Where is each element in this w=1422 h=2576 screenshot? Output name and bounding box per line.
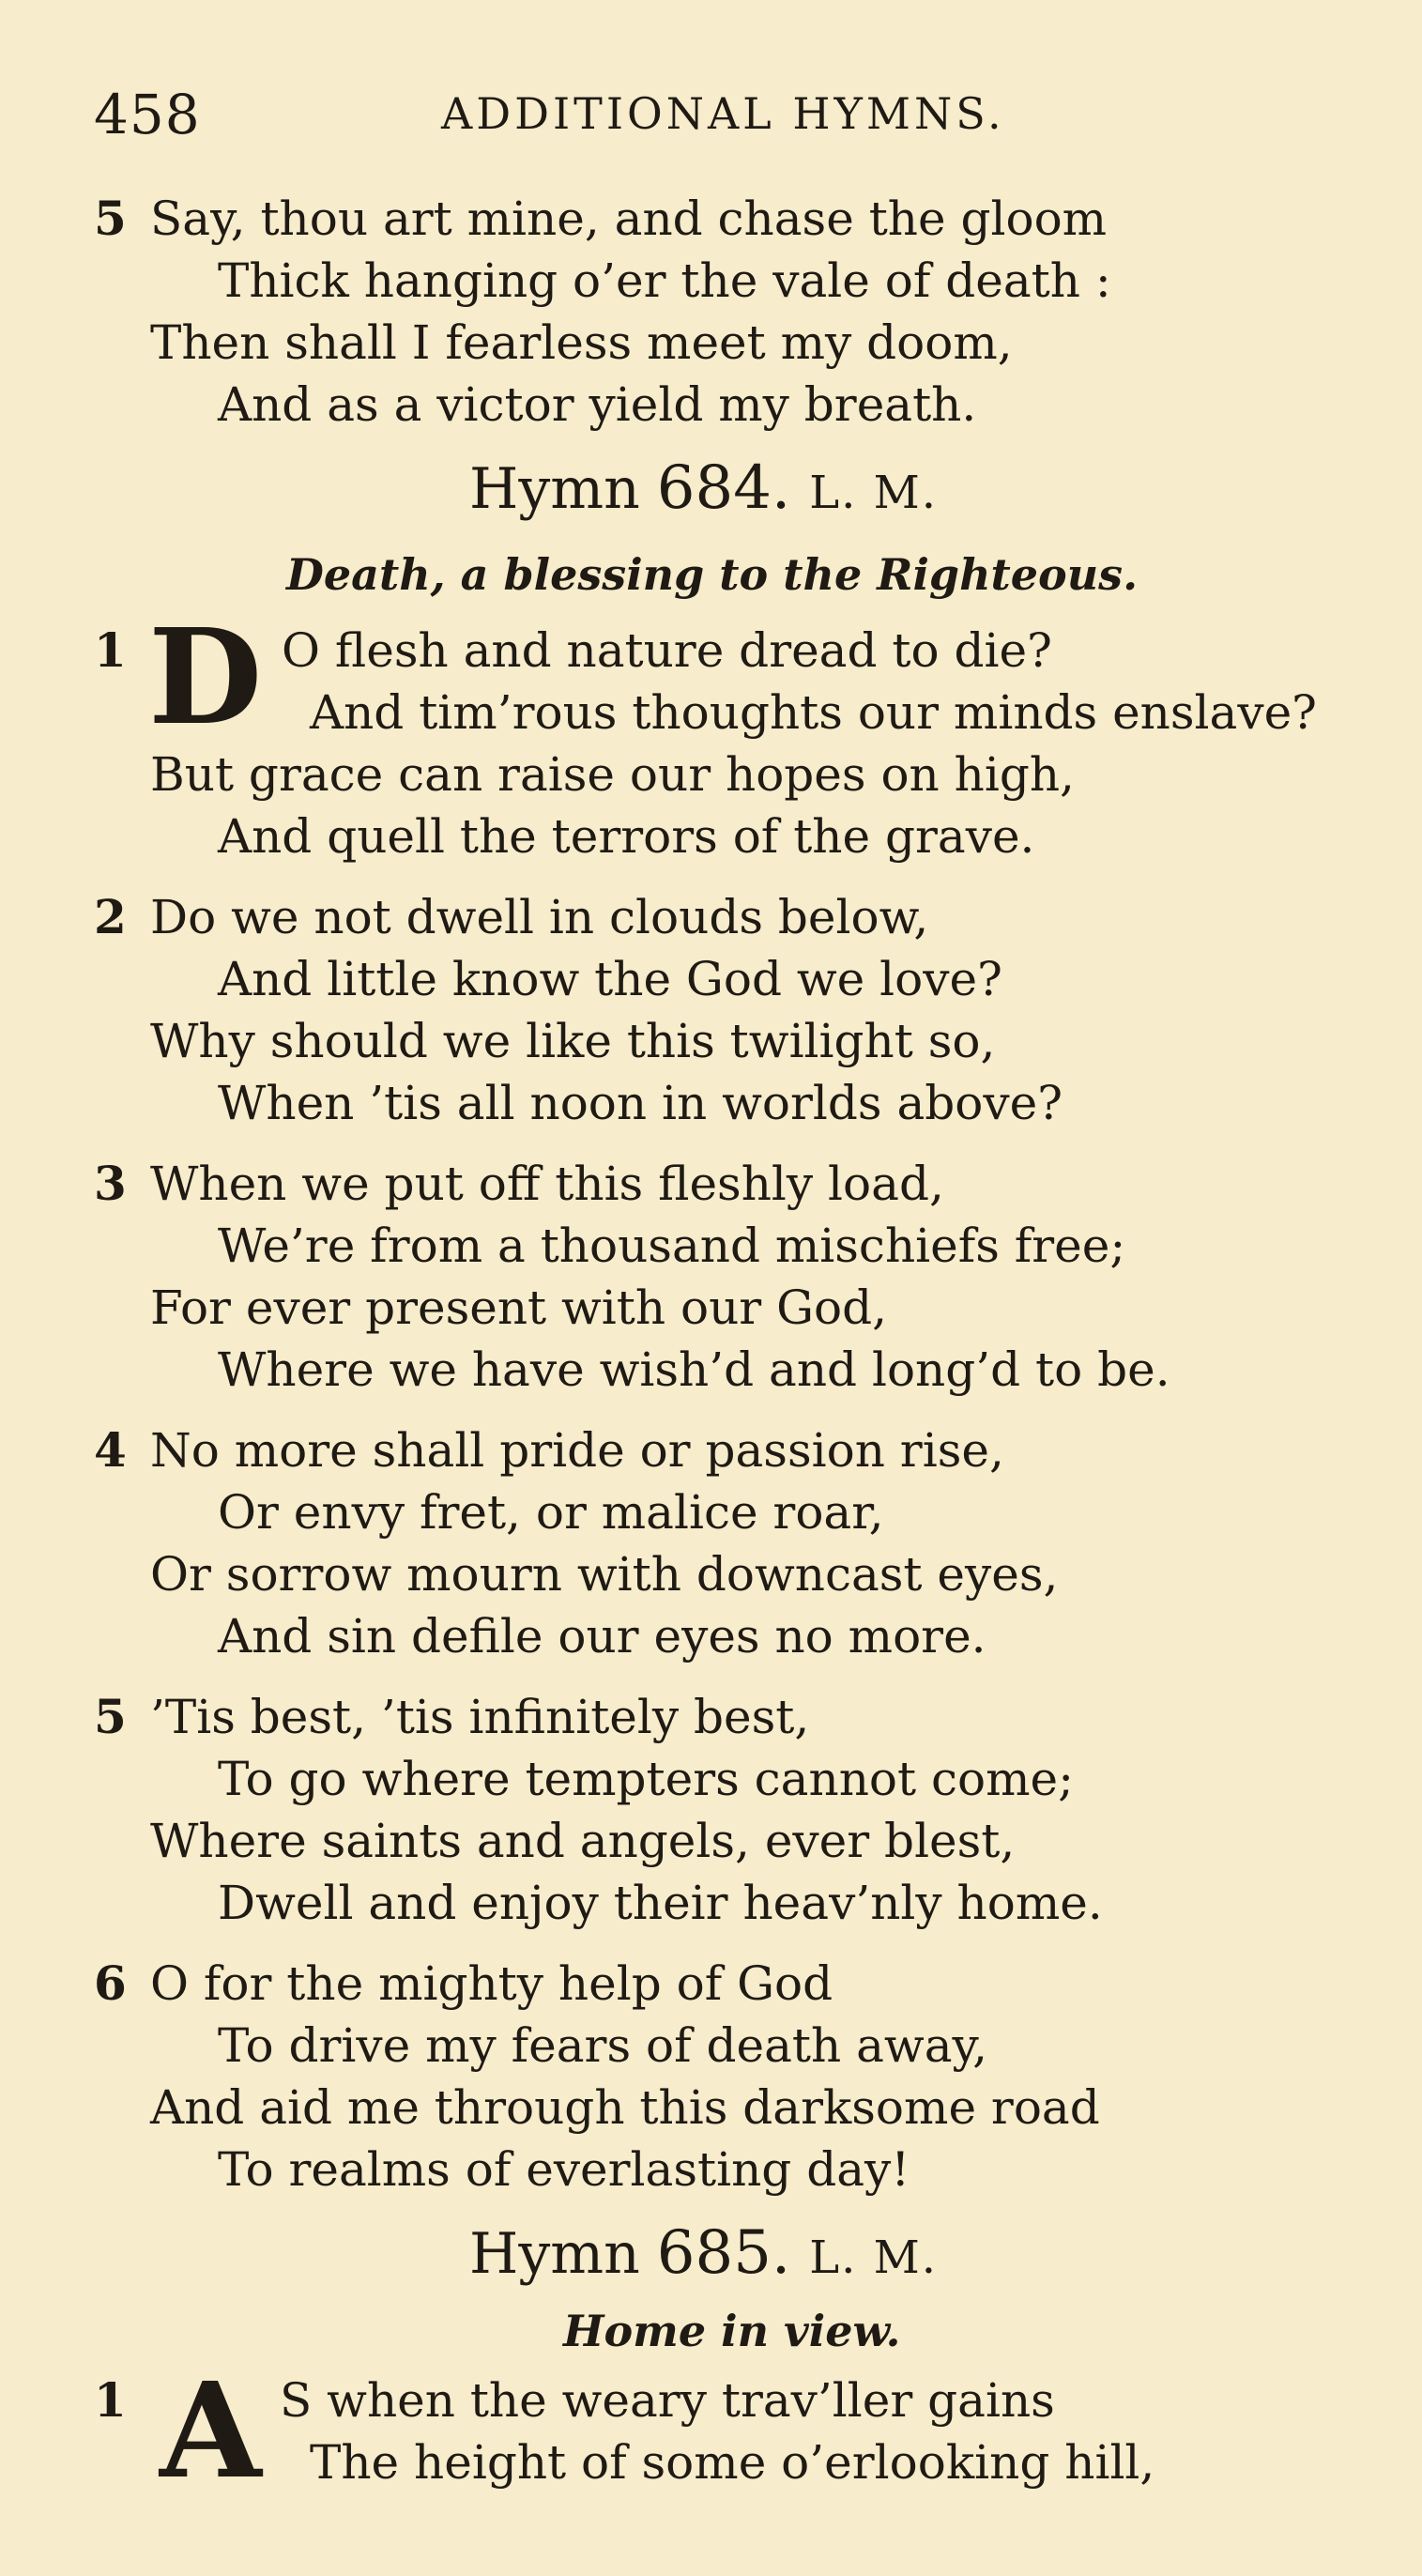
hymn-meter: L. M. [809, 467, 939, 519]
hymn-word: Hymn [469, 456, 640, 522]
hymn-number: 684. [656, 453, 791, 523]
hymn-number: 685. [656, 2218, 791, 2288]
hymn-685-title [469, 2218, 939, 2288]
verse-number: 4 [94, 1422, 127, 1478]
verse-line: We’re from a thousand mischiefs free; [218, 1219, 1126, 1273]
verse-number: 2 [94, 889, 127, 944]
verse-line: Why should we like this twilight so, [150, 1014, 996, 1068]
verse-line: For ever present with our God, [150, 1280, 888, 1335]
verse-line: And little know the God we love? [218, 952, 1002, 1006]
hymn-685-subtitle: Home in view. [563, 2306, 901, 2356]
verse-line: When we put off this fleshly load, [150, 1157, 944, 1211]
verse-line: To realms of everlasting day! [218, 2142, 910, 2197]
verse-line: And aid me through this darksome road [150, 2080, 1100, 2135]
page-number: 458 [94, 83, 201, 146]
hymn-word: Hymn [469, 2221, 640, 2287]
verse-line: And sin defile our eyes no more. [218, 1609, 986, 1664]
verse-number: 3 [94, 1156, 127, 1211]
verse-number: 1 [94, 2372, 127, 2428]
drop-cap: D [148, 601, 263, 755]
verse-line: When ’tis all noon in worlds above? [218, 1076, 1063, 1130]
running-title: ADDITIONAL HYMNS. [441, 88, 1005, 139]
drop-cap: A [160, 2354, 262, 2508]
verse-line: And as a victor yield my breath. [218, 377, 977, 432]
verse-line: ’Tis best, ’tis infinitely best, [150, 1690, 810, 1744]
verse-number: 6 [94, 1955, 127, 2011]
verse-number: 1 [94, 622, 127, 678]
verse-line: Then shall I fearless meet my doom, [150, 315, 1013, 370]
verse-line: To drive my fears of death away, [218, 2018, 988, 2073]
hymn-684-title [469, 453, 939, 523]
verse-line: The height of some o’erlooking hill, [310, 2435, 1155, 2490]
verse-line: Thick hanging o’er the vale of death : [218, 253, 1111, 308]
hymn-meter: L. M. [809, 2231, 939, 2284]
hymn-684-subtitle: Death, a blessing to the Righteous. [286, 549, 1139, 600]
verse-number: 5 [94, 191, 127, 246]
verse-line: But grace can raise our hopes on high, [150, 747, 1075, 802]
verse-line: And tim’rous thoughts our minds enslave? [310, 685, 1317, 740]
verse-line: Or sorrow mourn with downcast eyes, [150, 1547, 1059, 1602]
verse-line: To go where tempters cannot come; [218, 1752, 1074, 1806]
verse-line: Dwell and enjoy their heav’nly home. [218, 1876, 1103, 1930]
page-header [94, 83, 1108, 148]
verse-line: And quell the terrors of the grave. [218, 809, 1035, 864]
verse-number: 5 [94, 1689, 127, 1744]
verse-line: Say, thou art mine, and chase the gloom [150, 192, 1108, 246]
verse-line: O for the mighty help of God [150, 1956, 833, 2011]
verse-line: Where we have wish’d and long’d to be. [218, 1342, 1170, 1397]
verse-line: Or envy fret, or malice roar, [218, 1485, 884, 1540]
verse-line: No more shall pride or passion rise, [150, 1423, 1004, 1478]
verse-line: Do we not dwell in clouds below, [150, 890, 929, 944]
verse-line: Where saints and angels, ever blest, [150, 1814, 1016, 1868]
verse-line: O flesh and nature dread to die? [282, 623, 1052, 678]
verse-line: S when the weary trav’ller gains [280, 2373, 1055, 2428]
